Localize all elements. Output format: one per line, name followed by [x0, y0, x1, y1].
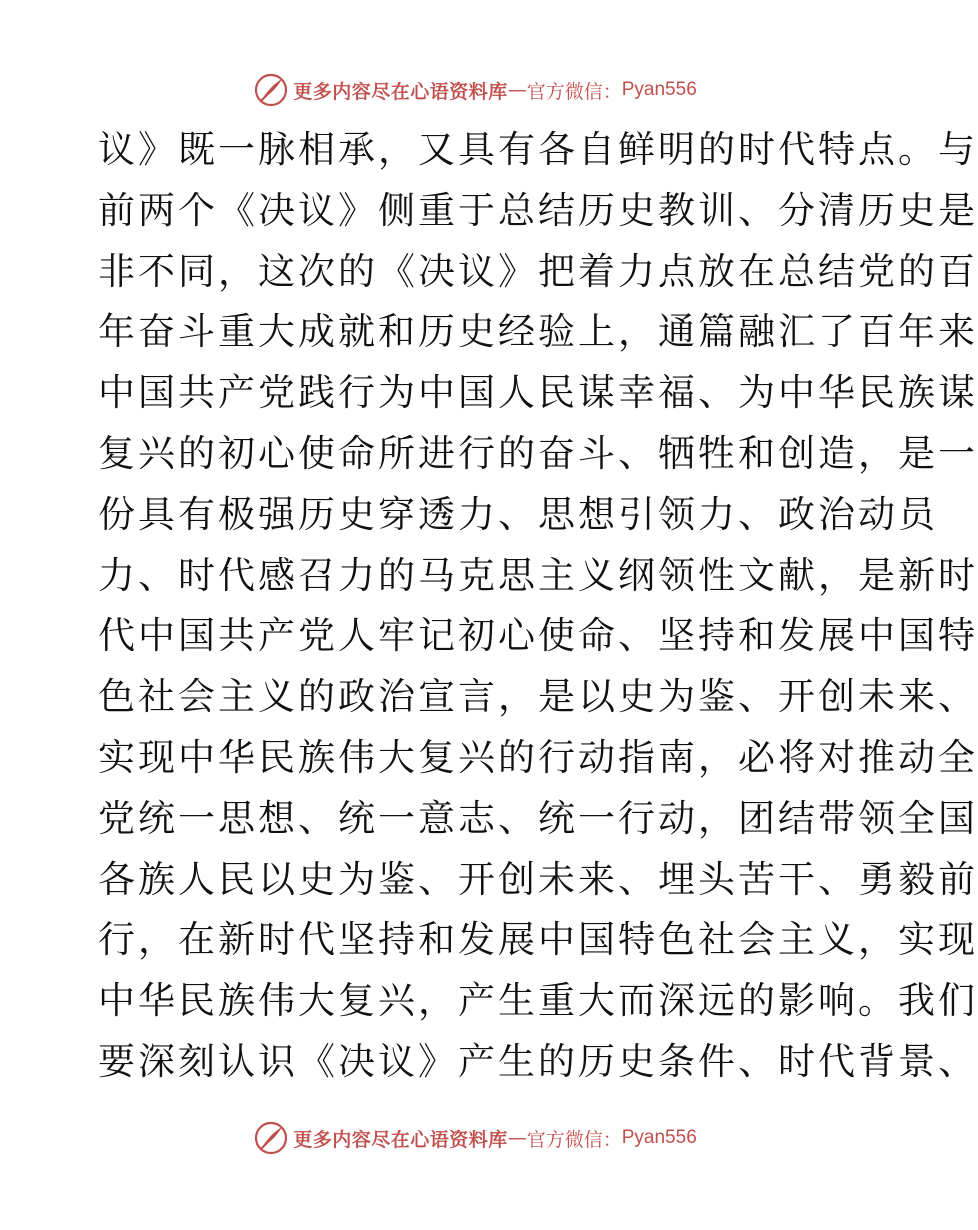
- body-line: 色社会主义的政治宣言，是以史为鉴、开创未来、: [98, 675, 978, 719]
- body-line: 复兴的初心使命所进行的奋斗、牺牲和创造，是一: [98, 431, 978, 475]
- footer-wechat-id: Pyan556: [621, 1127, 697, 1148]
- body-line: 中华民族伟大复兴，产生重大而深远的影响。我们: [98, 979, 978, 1023]
- header-watermark: [253, 72, 697, 108]
- footer-wechat-label: 官方微信：: [526, 1128, 622, 1151]
- header-wechat-label: 官方微信：: [526, 80, 622, 103]
- header-dash: —: [507, 79, 527, 101]
- body-line: 党统一思想、统一意志、统一行动，团结带领全国: [98, 796, 978, 840]
- body-line: 要深刻认识《决议》产生的历史条件、时代背景、: [98, 1039, 978, 1083]
- header-banner: [0, 70, 950, 110]
- footer-banner: [0, 1118, 950, 1158]
- body-line: 各族人民以史为鉴、开创未来、埋头苦干、勇毅前: [98, 857, 978, 901]
- header-wechat-id: Pyan556: [621, 79, 697, 100]
- quill-logo-icon: [253, 72, 289, 108]
- body-line: 前两个《决议》侧重于总结历史教训、分清历史是: [98, 188, 978, 232]
- footer-watermark: [253, 1120, 697, 1156]
- quill-logo-icon: [253, 1120, 289, 1156]
- body-line: 年奋斗重大成就和历史经验上，通篇融汇了百年来: [98, 310, 978, 354]
- body-line: 中国共产党践行为中国人民谋幸福、为中华民族谋: [98, 371, 978, 415]
- body-line: 力、时代感召力的马克思主义纲领性文献，是新时: [98, 553, 978, 597]
- body-line: 实现中华民族伟大复兴的行动指南，必将对推动全: [98, 735, 978, 779]
- body-line: 代中国共产党人牢记初心使命、坚持和发展中国特: [98, 614, 978, 658]
- document-body: [98, 120, 978, 1093]
- body-line: 份具有极强历史穿透力、思想引领力、政治动员: [98, 492, 938, 536]
- body-line: 非不同，这次的《决议》把着力点放在总结党的百: [98, 249, 978, 293]
- body-line: 行，在新时代坚持和发展中国特色社会主义，实现: [98, 918, 978, 962]
- body-line: 议》既一脉相承，又具有各自鲜明的时代特点。与: [98, 128, 978, 171]
- footer-dash: —: [507, 1127, 527, 1149]
- header-promo-text: 更多内容尽在心语资料库: [293, 80, 508, 103]
- footer-promo-text: 更多内容尽在心语资料库: [293, 1128, 508, 1151]
